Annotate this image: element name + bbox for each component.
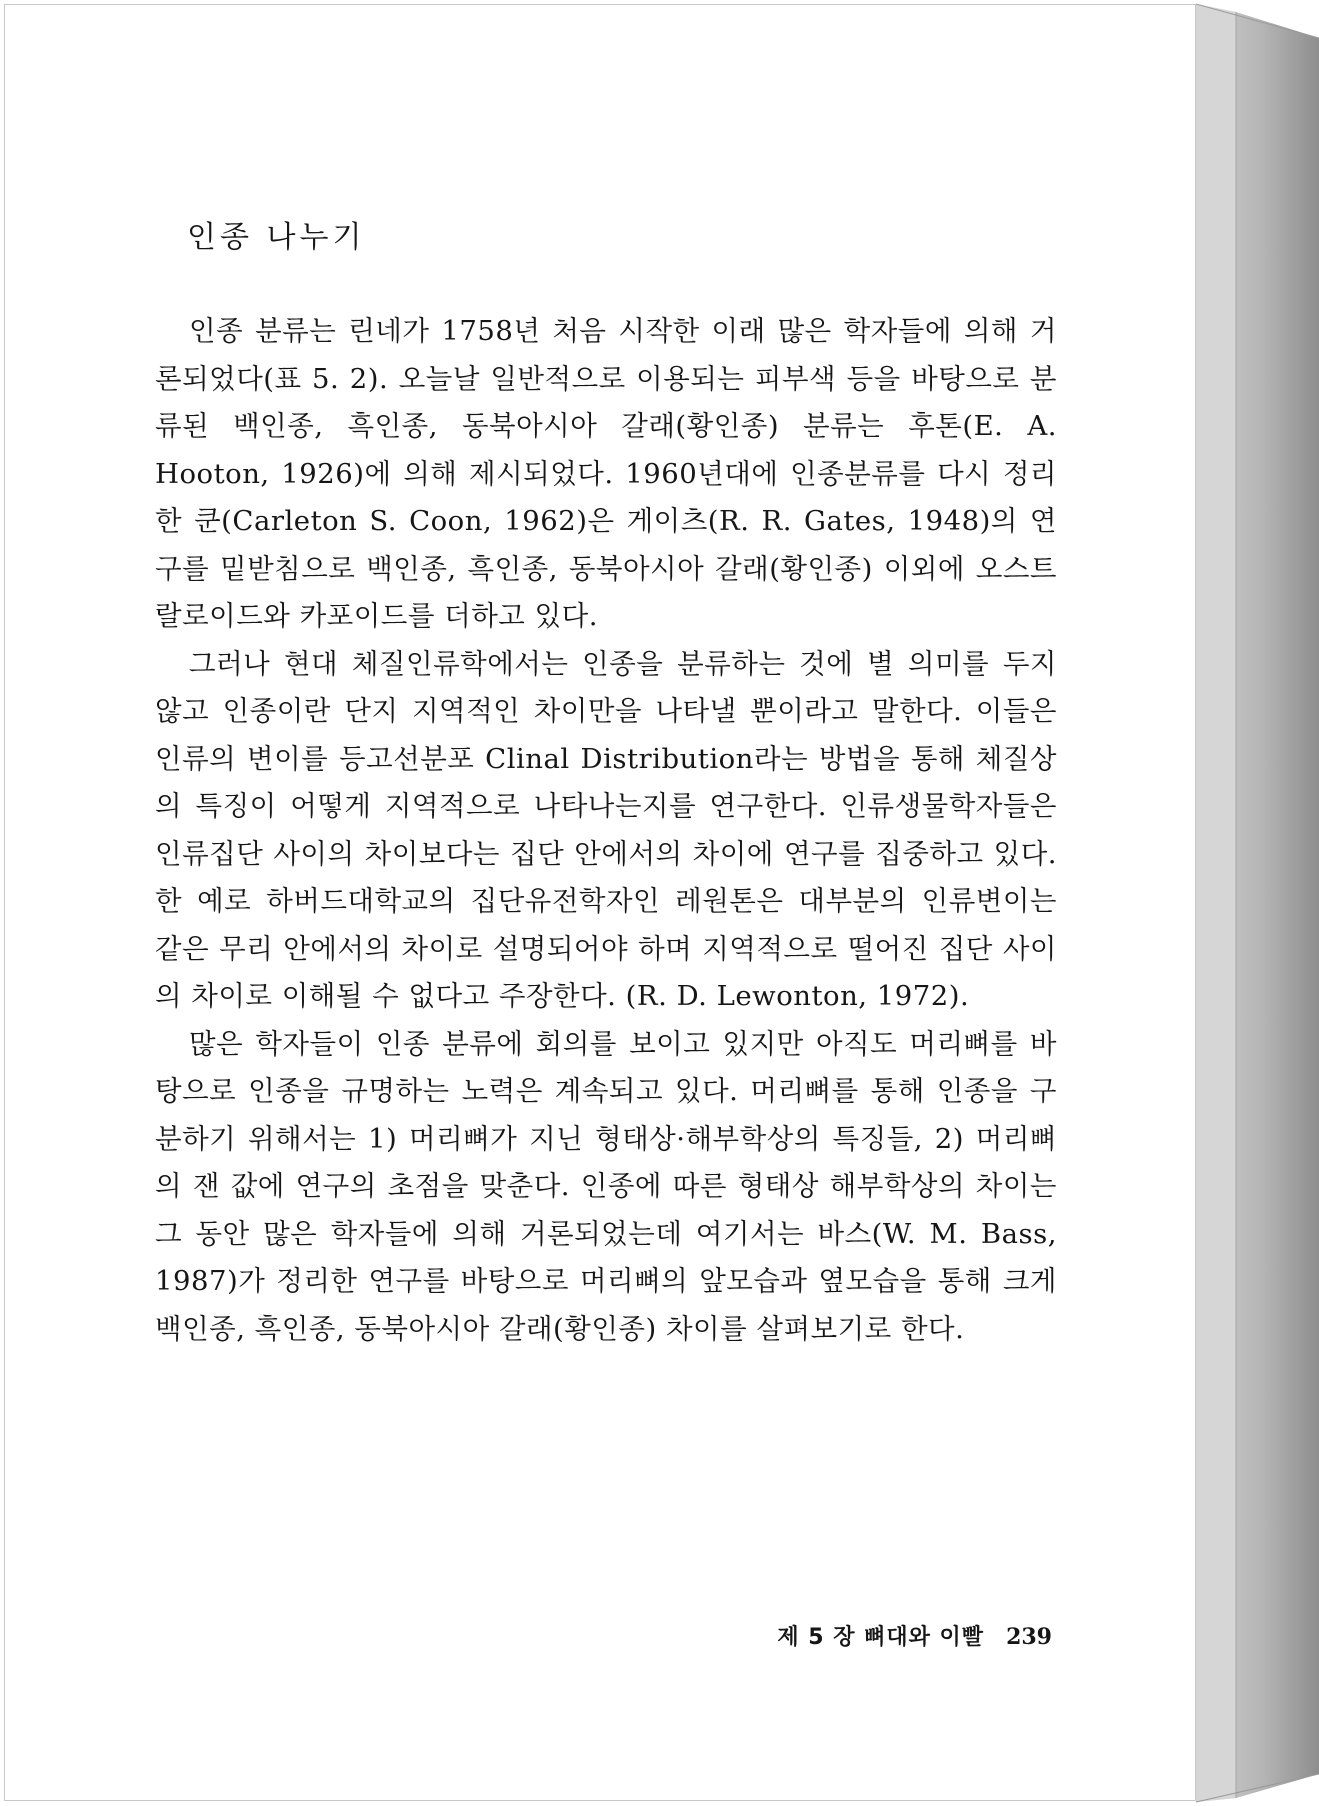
paragraph-2: 그러나 현대 체질인류학에서는 인종을 분류하는 것에 별 의미를 두지 않고 인종이란 단지 지역적인 차이만을 나타낼 뿐이라고 말한다. 이들은 인류의 변이를 등고선분포 Clinal Distribution라는 방법을 통해 체질상의 특징이 어떻게 지역적으로 나타나는지를 연구한다. 인류생물학자들은 인류집단 사이의 차이보다는 집단 안에서의 차이에 연구를 집중하고 있다. 한 예로 하버드대학교의 집단유전학자인 레원톤은 대부분의 인류변이는 같은 무리 안에서의 차이로 설명되어야 하며 지역적으로 떨어진 집단 사이의 차이로 이해될 수 없다고 주장한다. (R. D. Lewonton, 1972). [155, 647, 1057, 1012]
section-heading: 인종 나누기 [187, 220, 366, 255]
book-page [4, 4, 1196, 1801]
paragraph-3: 많은 학자들이 인종 분류에 회의를 보이고 있지만 아직도 머리뼈를 바탕으로 인종을 규명하는 노력은 계속되고 있다. 머리뼈를 통해 인종을 구분하기 위해서는 1) 머리뼈가 지닌 형태상·해부학상의 특징들, 2) 머리뼈의 잰 값에 연구의 초점을 맞춘다. 인종에 따른 형태상 해부학상의 차이는 그 동안 많은 학자들에 의해 거론되었는데 여기서는 바스(W. M. Bass, 1987)가 정리한 연구를 바탕으로 머리뼈의 앞모습과 옆모습을 통해 크게 백인종, 흑인종, 동북아시아 갈래(황인종) 차이를 살펴보기로 한다. [155, 1027, 1057, 1345]
book-side-edge [1196, 0, 1319, 1806]
chapter-title: 제 5 장 뼈대와 이빨 [777, 1625, 985, 1650]
body-text [155, 308, 1057, 1353]
page-number: 239 [1006, 1624, 1052, 1650]
page-content [155, 210, 1057, 1353]
running-footer [150, 1620, 1052, 1651]
paragraph-1: 인종 분류는 린네가 1758년 처음 시작한 이래 많은 학자들에 의해 거론되었다(표 5. 2). 오늘날 일반적으로 이용되는 피부색 등을 바탕으로 분류된 백인종, 흑인종, 동북아시아 갈래(황인종) 분류는 후톤(E. A. Hooton, 1926)에 의해 제시되었다. 1960년대에 인종분류를 다시 정리한 쿤(Carleton S. Coon, 1962)은 게이츠(R. R. Gates, 1948)의 연구를 밑받침으로 백인종, 흑인종, 동북아시아 갈래(황인종) 이외에 오스트랄로이드와 카포이드를 더하고 있다. [155, 315, 1057, 632]
